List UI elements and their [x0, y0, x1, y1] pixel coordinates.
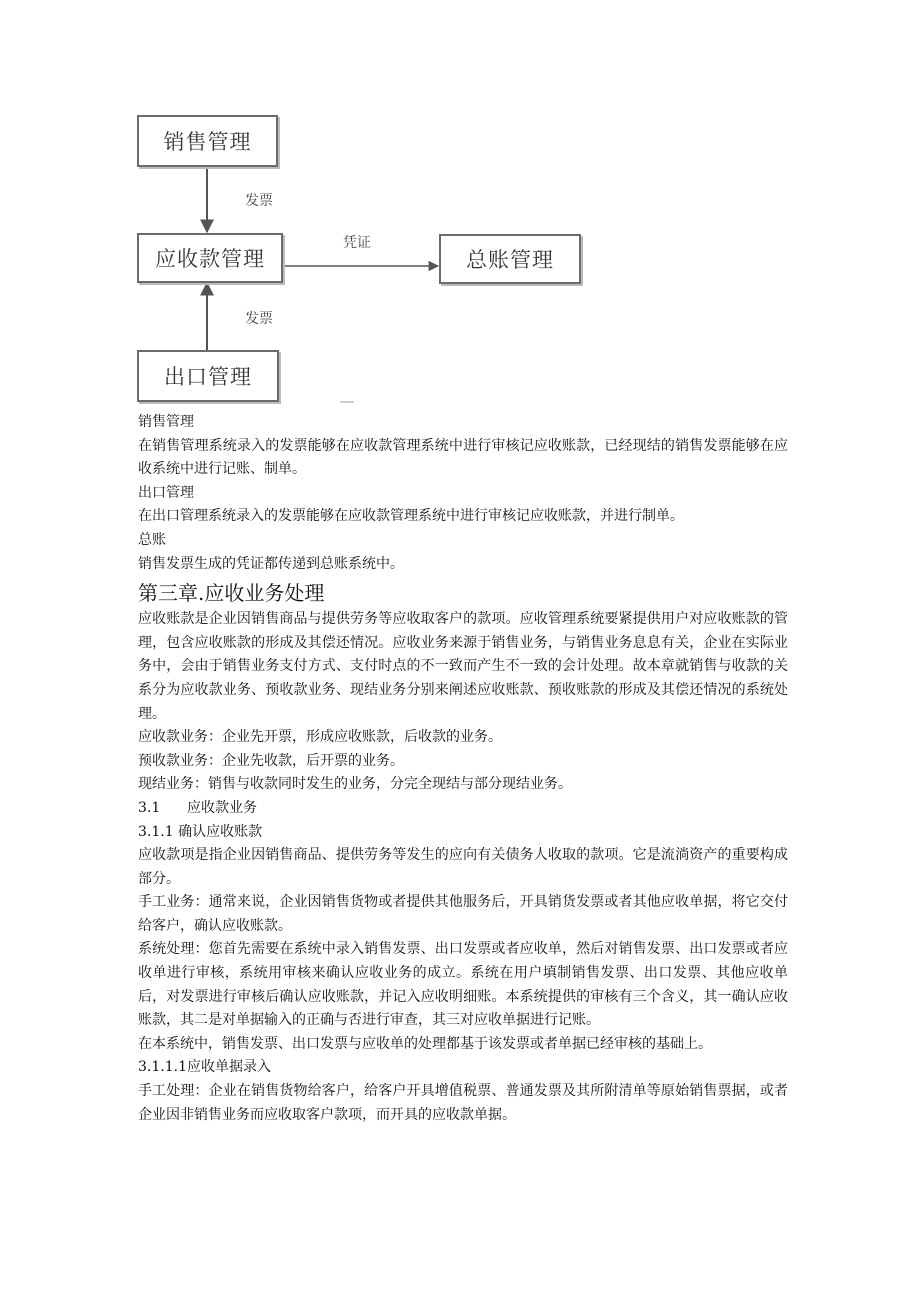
section-3-1-1: 3.1.1 确认应收账款 — [138, 823, 263, 840]
chapter-title: 第三章.应收业务处理 — [138, 581, 325, 606]
box-receivable-management — [137, 233, 283, 283]
flow-diagram — [0, 0, 920, 410]
section-3-1-1-1: 3.1.1.1应收单据录入 — [138, 1059, 271, 1076]
para-system-basis: 在本系统中，销售发票、出口发票与应收单的处理都基于该发票或者单据已经审核的基础上。 — [138, 1035, 712, 1052]
box-export-management — [137, 350, 279, 402]
para-chapter-intro: 应收账款是企业因销售商品与提供劳务等应收取客户的款项。应收管理系统要紧提供用户对应收账款的管理，包含应收账款的形成及其偿还情况。应收业务来源于销售业务，与销售业务息息有关，企业在实际业务中，会由于销售业务支付方式、支付时点的不一致而产生不一致的会计处理。故本章就销售与收款的关系分为应收款业务、预收款业务、现结业务分别来阐述应收账款、预收账款的形成及其偿还情况的系统处理。 — [138, 611, 788, 722]
heading-sales: 销售管理 — [138, 414, 194, 430]
heading-ledger: 总账 — [138, 531, 166, 548]
box-export-label: 出口管理 — [164, 365, 252, 389]
para-prepaid-business: 预收款业务：企业先收款，后开票的业务。 — [138, 752, 404, 769]
label-invoice-top: 发票 — [245, 193, 273, 209]
para-ledger-desc: 销售发票生成的凭证都传递到总账系统中。 — [138, 555, 404, 572]
label-voucher: 凭证 — [343, 235, 371, 251]
box-sales-label: 销售管理 — [163, 130, 252, 154]
para-system-processing: 系统处理：您首先需要在系统中录入销售发票、出口发票或者应收单，然后对销售发票、出口发票或者应收单进行审核，系统用审核来确认应收业务的成立。系统在用户填制销售发票、出口发票、其他应收单后，对发票进行审核后确认应收账款，并记入应收明细账。本系统提供的审核有三个含义，其一确认应收账款，其二是对单据输入的正确与否进行审查，其三对应收单据进行记账。 — [138, 941, 788, 1029]
heading-export: 出口管理 — [138, 484, 194, 501]
para-manual-processing: 手工处理：企业在销售货物给客户，给客户开具增值税票、普通发票及其所附清单等原始销售票据，或者企业因非销售业务而应收取客户款项，而开具的应收款单据。 — [138, 1083, 788, 1123]
para-receivable-business: 应收款业务：企业先开票，形成应收账款，后收款的业务。 — [138, 729, 502, 746]
box-sales-management — [137, 115, 278, 167]
box-general-ledger — [439, 234, 581, 284]
para-export-desc: 在出口管理系统录入的发票能够在应收款管理系统中进行审核记应收账款，并进行制单。 — [138, 508, 684, 525]
box-ledger-label: 总账管理 — [466, 248, 554, 272]
para-manual-business: 手工业务：通常来说，企业因销售货物或者提供其他服务后，开具销货发票或者其他应收单据，将它交付给客户，确认应收账款。 — [138, 894, 788, 934]
box-receivable-label: 应收款管理 — [155, 247, 265, 271]
para-cash-business: 现结业务：销售与收款同时发生的业务，分完全现结与部分现结业务。 — [138, 776, 572, 793]
label-invoice-bottom: 发票 — [245, 311, 273, 327]
diagram-connectors — [0, 0, 920, 410]
para-receivable-definition: 应收款项是指企业因销售商品、提供劳务等发生的应向有关债务人收取的款项。它是流淌资产的重要构成部分。 — [138, 847, 788, 887]
para-sales-desc: 在销售管理系统录入的发票能够在应收款管理系统中进行审核记应收账款，已经现结的销售发票能够在应收系统中进行记账、制单。 — [138, 437, 788, 478]
document-body — [138, 411, 788, 1127]
section-3-1: 3.1 应收款业务 — [138, 799, 257, 816]
